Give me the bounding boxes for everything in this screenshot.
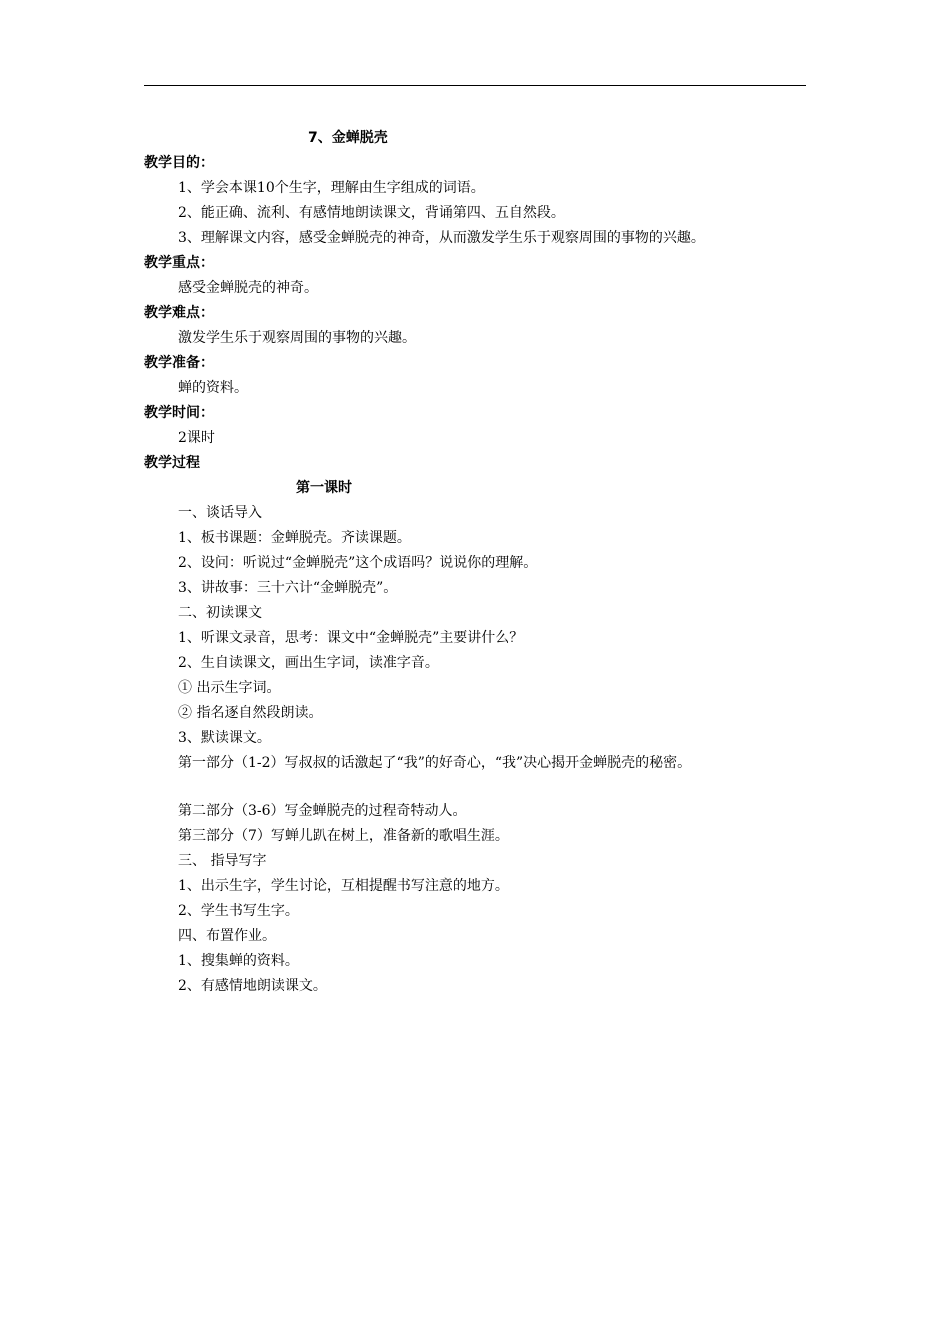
- time-heading: 教学时间：: [144, 405, 214, 421]
- process-line: 三、 指导写字: [178, 853, 267, 869]
- process-line: 2、生自读课文，画出生字词，读准字音。: [178, 655, 439, 671]
- difficulty-heading: 教学难点：: [144, 305, 214, 321]
- process-line: 2、设问：听说过“金蝉脱壳”这个成语吗？说说你的理解。: [178, 555, 538, 571]
- lesson-plan: [144, 126, 834, 999]
- process-heading: 教学过程: [144, 455, 200, 471]
- goal-item: 2、能正确、流利、有感情地朗读课文，背诵第四、五自然段。: [178, 205, 565, 221]
- process-line: 3、默读课文。: [178, 730, 271, 746]
- process-line: 一、谈话导入: [178, 505, 262, 521]
- goal-item: 1、学会本课10个生字，理解由生字组成的词语。: [178, 180, 485, 196]
- process-line: 第二部分（3-6）写金蝉脱壳的过程奇特动人。: [178, 803, 467, 819]
- process-line: 四、布置作业。: [178, 928, 276, 944]
- process-line: 二、初读课文: [178, 605, 262, 621]
- process-line: 2、有感情地朗读课文。: [178, 978, 327, 994]
- process-line: ① 出示生字词。: [178, 680, 281, 696]
- focus-heading: 教学重点：: [144, 255, 214, 271]
- process-line: 1、出示生字，学生讨论，互相提醒书写注意的地方。: [178, 878, 509, 894]
- process-line: 第三部分（7）写蝉儿趴在树上，准备新的歌唱生涯。: [178, 828, 509, 844]
- goal-item: 3、理解课文内容，感受金蝉脱壳的神奇，从而激发学生乐于观察周围的事物的兴趣。: [178, 230, 705, 246]
- process-line: 2、学生书写生字。: [178, 903, 299, 919]
- process-line: ② 指名逐自然段朗读。: [178, 705, 323, 721]
- process-line: 1、听课文录音，思考：课文中“金蝉脱壳”主要讲什么？: [178, 630, 524, 646]
- blank-line: [144, 776, 834, 799]
- prep-heading: 教学准备：: [144, 355, 214, 371]
- process-line: 3、讲故事：三十六计“金蝉脱壳”。: [178, 580, 398, 596]
- process-line: 1、板书课题：金蝉脱壳。齐读课题。: [178, 530, 411, 546]
- difficulty-text: 激发学生乐于观察周围的事物的兴趣。: [178, 330, 416, 346]
- page-title: 7、金蝉脱壳: [308, 130, 388, 146]
- process-line: 第一部分（1-2）写叔叔的话激起了“我”的好奇心，“我”决心揭开金蝉脱壳的秘密。: [178, 755, 692, 771]
- goals-heading: 教学目的：: [144, 155, 214, 171]
- time-text: 2课时: [178, 430, 215, 446]
- process-line: 1、搜集蝉的资料。: [178, 953, 299, 969]
- focus-text: 感受金蝉脱壳的神奇。: [178, 280, 318, 296]
- lesson-title: 第一课时: [296, 480, 352, 496]
- prep-text: 蝉的资料。: [178, 380, 248, 396]
- header-rule: [144, 85, 806, 86]
